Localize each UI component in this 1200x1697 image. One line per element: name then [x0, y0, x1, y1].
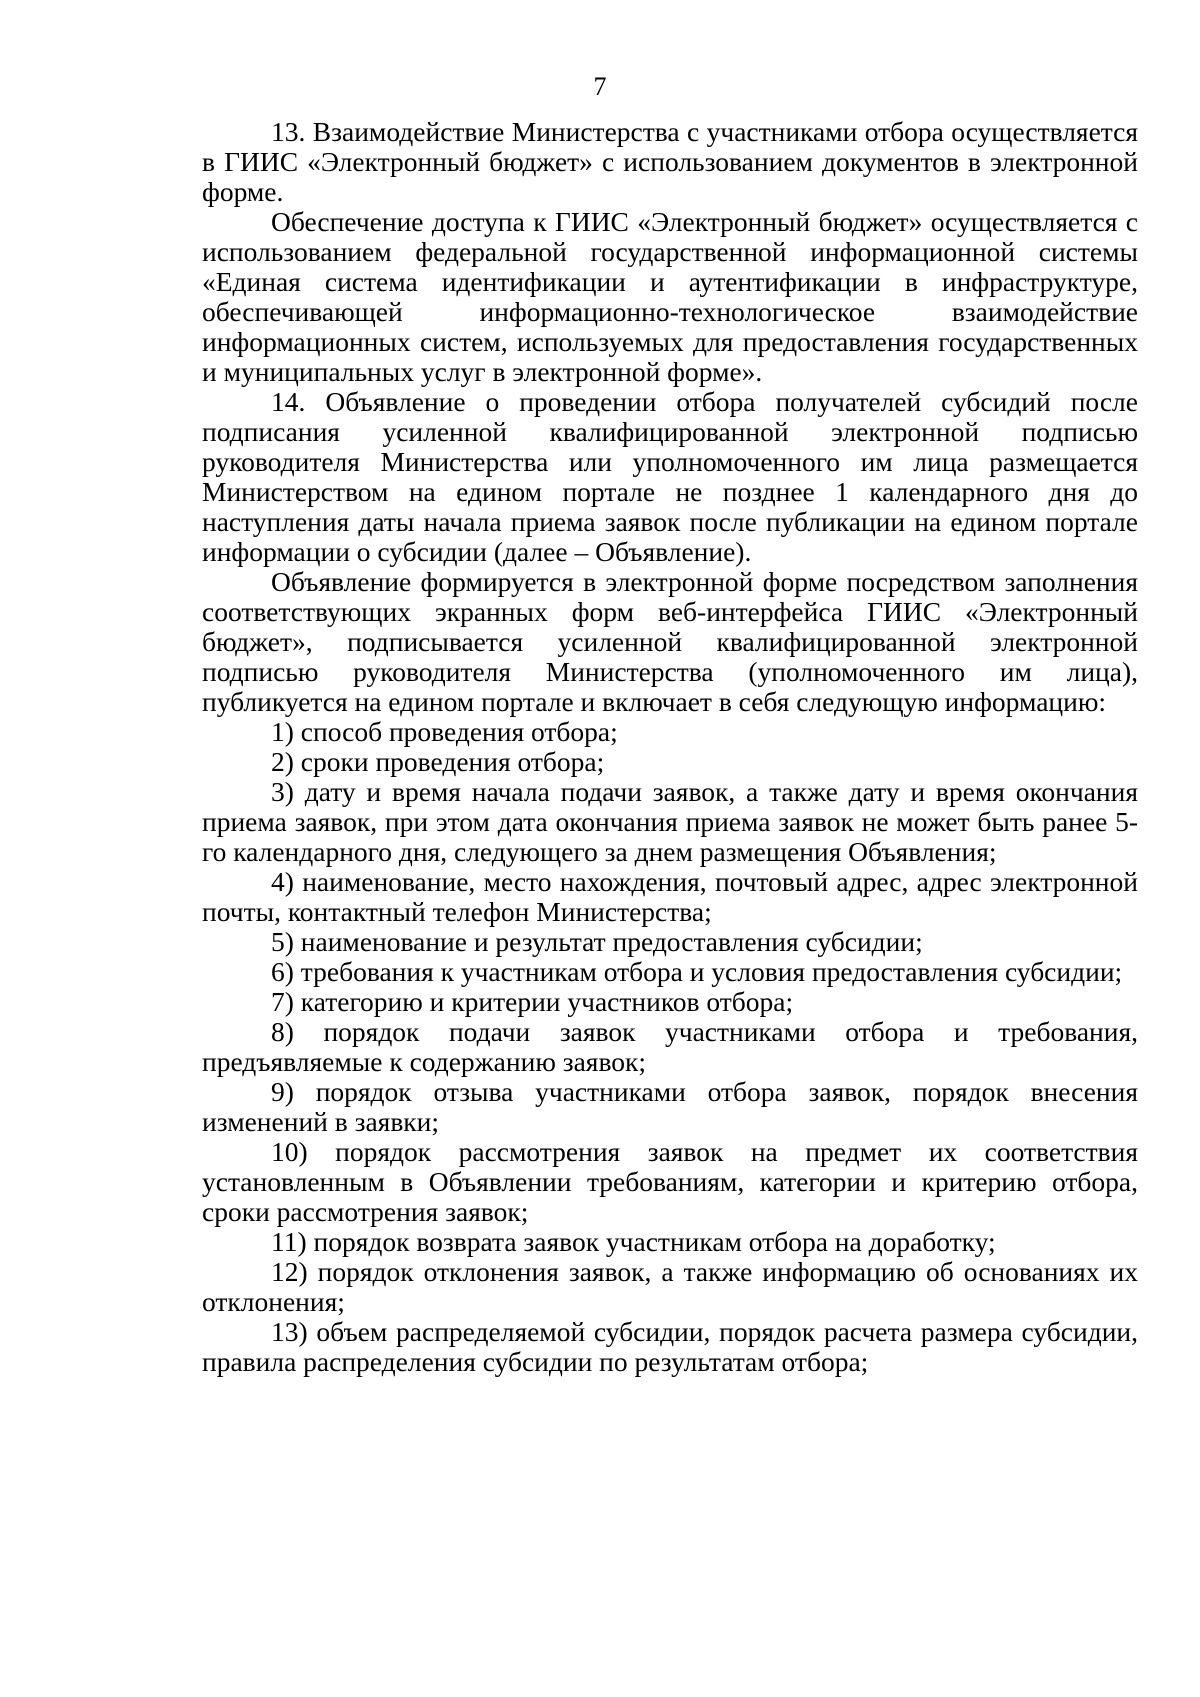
list-item-11: 11) порядок возврата заявок участникам отбора на доработку;	[271, 1226, 996, 1257]
paragraph-access-provision: Обеспечение доступа к ГИИС «Электронный бюджет» осуществляется с использованием федеральной государственной информационной системы «Единая система идентификации и аутентификации в инфраструктуре, обеспечивающей информационно-технологическое взаимодействие информационных систем, используемых для предоставления государственных и муниципальных услуг в электронной форме».	[202, 206, 1138, 387]
list-item-9: 9) порядок отзыва участниками отбора заявок, порядок внесения изменений в заявки;	[202, 1076, 1138, 1137]
list-item-12: 12) порядок отклонения заявок, а также информацию об основаниях их отклонения;	[202, 1256, 1138, 1317]
list-item-13: 13) объем распределяемой субсидии, порядок расчета размера субсидии, правила распределения субсидии по результатам отбора;	[202, 1316, 1138, 1377]
paragraph-announcement-content: Объявление формируется в электронной форме посредством заполнения соответствующих экранных форм веб-интерфейса ГИИС «Электронный бюджет», подписывается усиленной квалифицированной электронной подписью руководителя Министерства (уполномоченного им лица), публикуется на едином портале и включает в себя следующую информацию:	[202, 566, 1138, 717]
list-item-3: 3) дату и время начала подачи заявок, а также дату и время окончания приема заявок, при этом дата окончания приема заявок не может быть ранее 5-го календарного дня, следующего за днем размещения Объявления;	[202, 776, 1138, 867]
document-body	[202, 117, 1138, 1377]
list-item-2: 2) сроки проведения отбора;	[271, 746, 605, 777]
list-item-4: 4) наименование, место нахождения, почтовый адрес, адрес электронной почты, контактный телефон Министерства;	[202, 866, 1138, 927]
list-item-7: 7) категорию и критерии участников отбора;	[271, 986, 794, 1017]
list-item-8: 8) порядок подачи заявок участниками отбора и требования, предъявляемые к содержанию заявок;	[202, 1016, 1138, 1077]
paragraph-item-14-announcement: 14. Объявление о проведении отбора получателей субсидий после подписания усиленной квалифицированной электронной подписью руководителя Министерства или уполномоченного им лица размещается Министерством на едином портале не позднее 1 календарного дня до наступления даты начала приема заявок после публикации на едином портале информации о субсидии (далее – Объявление).	[202, 386, 1138, 567]
list-item-10: 10) порядок рассмотрения заявок на предмет их соответствия установленным в Объявлении требованиям, категории и критерию отбора, сроки рассмотрения заявок;	[202, 1136, 1138, 1227]
list-item-6: 6) требования к участникам отбора и условия предоставления субсидии;	[271, 956, 1123, 987]
list-item-1: 1) способ проведения отбора;	[271, 716, 618, 747]
paragraph-item-13-interaction: 13. Взаимодействие Министерства с участниками отбора осуществляется в ГИИС «Электронный бюджет» с использованием документов в электронной форме.	[202, 116, 1138, 207]
list-item-5: 5) наименование и результат предоставления субсидии;	[271, 926, 923, 957]
page-number: 7	[593, 72, 607, 101]
